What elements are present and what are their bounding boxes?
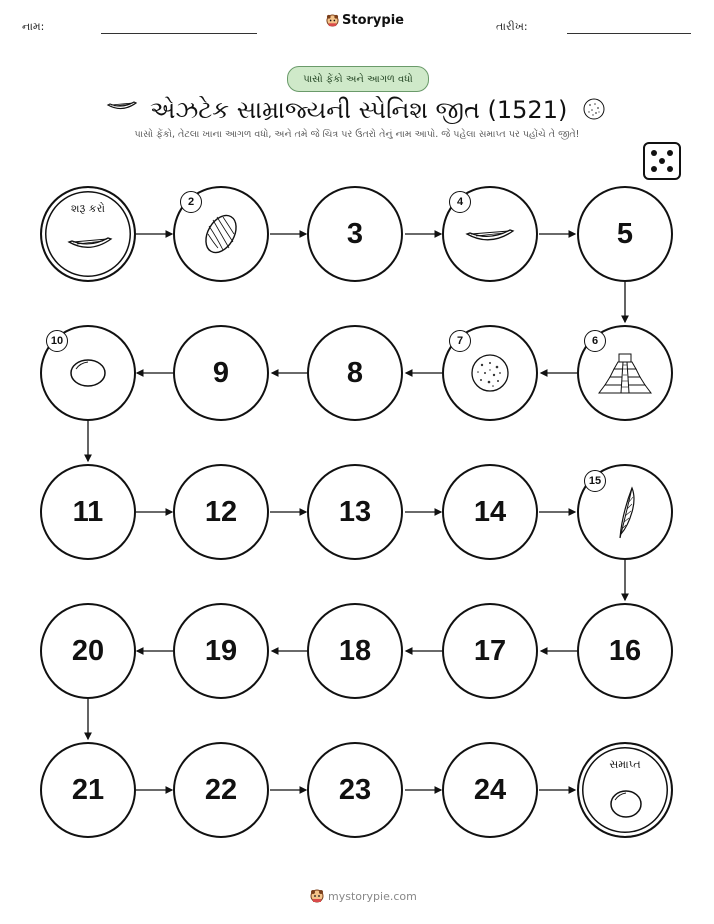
square-4-badge: 4: [449, 191, 471, 213]
cacao-bean-icon: [199, 210, 243, 258]
square-24-number: 24: [473, 773, 507, 806]
square-17-number: 17: [473, 634, 507, 667]
tortilla-icon: [470, 353, 510, 393]
finish-label: સમાપ્ત: [609, 758, 641, 771]
square-9-number: 9: [212, 356, 230, 389]
square-3[interactable]: [307, 186, 403, 282]
square-11-number: 11: [72, 495, 104, 528]
square-19[interactable]: [173, 603, 269, 699]
canoe-icon: [66, 230, 114, 254]
square-20[interactable]: [40, 603, 136, 699]
square-17[interactable]: [442, 603, 538, 699]
square-18-number: 18: [338, 634, 372, 667]
feather-icon: [612, 484, 638, 540]
square-23[interactable]: [307, 742, 403, 838]
square-14[interactable]: [442, 464, 538, 560]
start-square[interactable]: [40, 186, 136, 282]
pyramid-icon: [597, 351, 653, 395]
footer-url[interactable]: mystorypie.com: [328, 889, 417, 903]
square-8[interactable]: [307, 325, 403, 421]
square-22[interactable]: [173, 742, 269, 838]
square-7-badge: 7: [449, 330, 471, 352]
square-15-badge: 15: [584, 470, 606, 492]
square-21-number: 21: [71, 773, 105, 806]
instructions: પાસો ફેંકો, તેટલા ખાના આગળ વધો, અને તમે જે ચિત્ર પર ઉતરો તેનું નામ આપો. જે પહેલા સમાપ્ત પર પહોંચે તે જીતે!: [134, 129, 580, 140]
date-label: તારીખ:: [496, 20, 528, 33]
square-21[interactable]: [40, 742, 136, 838]
square-24[interactable]: [442, 742, 538, 838]
tagline-badge: પાસો ફેંકો અને આગળ વધો: [287, 66, 429, 92]
square-9[interactable]: [173, 325, 269, 421]
gold-disc-icon: [68, 357, 108, 389]
square-8-number: 8: [346, 356, 364, 389]
square-16-number: 16: [608, 634, 642, 667]
square-14-number: 14: [473, 495, 507, 528]
page-title: એઝટેક સામ્રાજ્યની સ્પેનિશ જીત (1521): [150, 96, 568, 124]
square-23-number: 23: [338, 773, 372, 806]
square-5[interactable]: [577, 186, 673, 282]
square-3-number: 3: [346, 217, 364, 250]
canoe-icon: [464, 221, 516, 247]
square-13-number: 13: [338, 495, 372, 528]
square-12-number: 12: [204, 495, 238, 528]
square-18[interactable]: [307, 603, 403, 699]
square-16[interactable]: [577, 603, 673, 699]
square-19-number: 19: [204, 634, 238, 667]
start-label: શરૂ કરો: [70, 202, 106, 215]
square-13[interactable]: [307, 464, 403, 560]
square-12[interactable]: [173, 464, 269, 560]
square-20-number: 20: [71, 634, 105, 667]
square-5-number: 5: [616, 217, 634, 250]
square-11[interactable]: [40, 464, 136, 560]
square-6-badge: 6: [584, 330, 606, 352]
square-2-badge: 2: [180, 191, 202, 213]
square-22-number: 22: [204, 773, 238, 806]
footer: [310, 889, 417, 903]
brand-name: Storypie: [342, 13, 404, 28]
square-10-badge: 10: [46, 330, 68, 352]
gold-disc-icon: [608, 788, 644, 820]
finish-square[interactable]: [577, 742, 673, 838]
name-label: નામ:: [22, 20, 45, 33]
storypie-logo-icon: [310, 889, 324, 903]
